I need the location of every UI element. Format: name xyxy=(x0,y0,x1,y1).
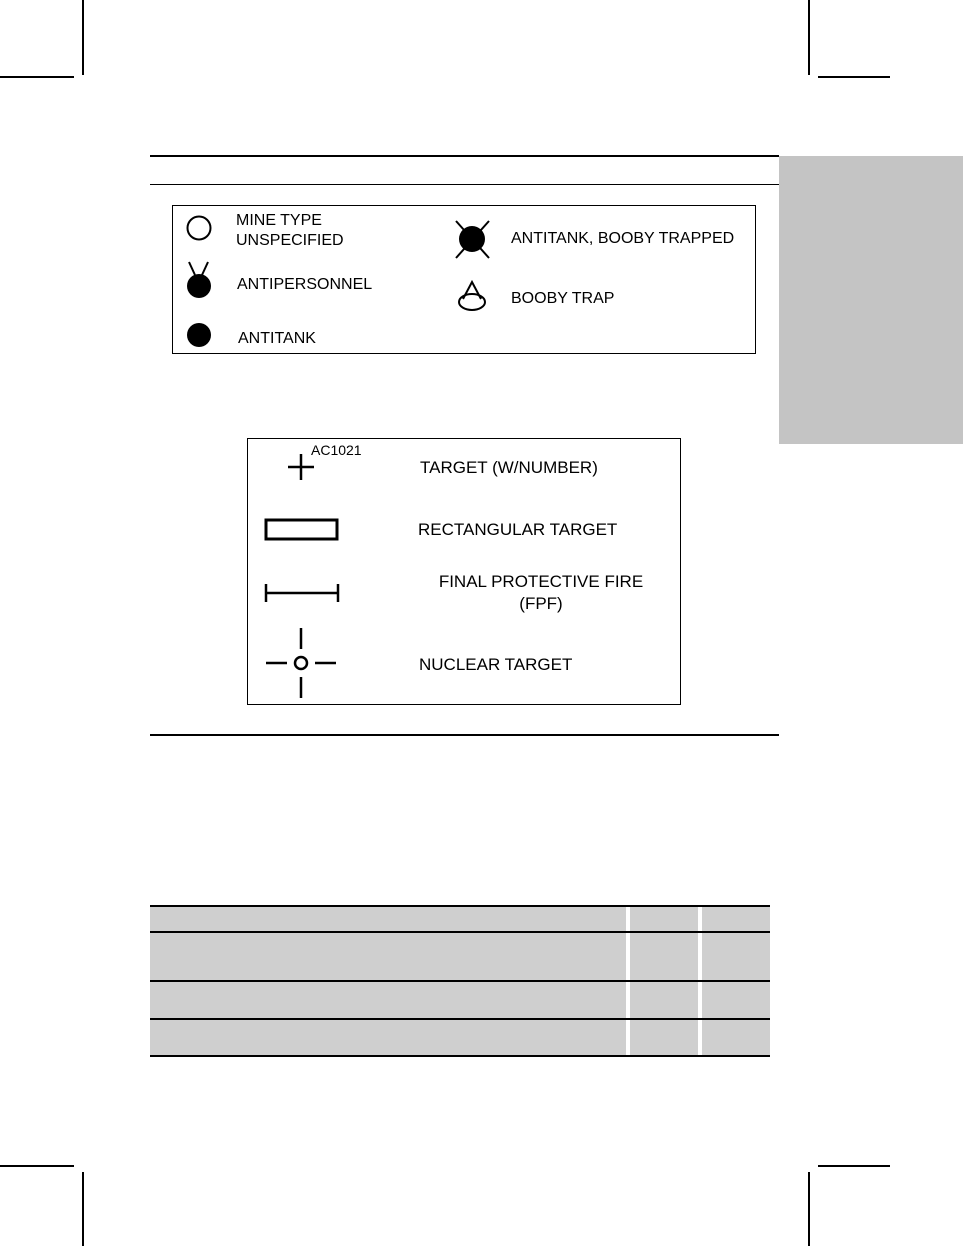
table-cell xyxy=(630,1020,698,1055)
table-cell xyxy=(150,1020,626,1055)
antipersonnel-label: ANTIPERSONNEL xyxy=(237,276,373,293)
top-rule xyxy=(150,155,779,157)
table-cell xyxy=(630,933,698,980)
crop-mark-bottom-right-horizontal xyxy=(818,1165,890,1167)
mine-unspecified-label-line1: MINE TYPE xyxy=(236,212,322,229)
fpf-label-line1: FINAL PROTECTIVE FIRE xyxy=(438,572,644,591)
fpf-bar-icon xyxy=(266,584,338,602)
crop-mark-top-left-horizontal xyxy=(0,76,74,78)
crop-mark-bottom-left-horizontal xyxy=(0,1165,74,1167)
table-row xyxy=(150,982,770,1018)
summary-table xyxy=(150,905,770,1057)
fpf-label-line2: (FPF) xyxy=(519,594,563,613)
table-cell xyxy=(702,907,770,931)
table-cell xyxy=(630,907,698,931)
antipersonnel-mine-icon xyxy=(187,262,211,298)
table-bottom-rule xyxy=(150,1055,770,1057)
table-row xyxy=(150,1020,770,1055)
table-cell xyxy=(702,982,770,1018)
crop-mark-top-right-vertical xyxy=(808,0,810,75)
crop-mark-top-right-horizontal xyxy=(818,76,890,78)
second-rule xyxy=(150,184,779,185)
mine-unspecified-label-line2: UNSPECIFIED xyxy=(236,232,344,249)
table-cell xyxy=(150,933,626,980)
nuclear-target-label: NUCLEAR TARGET xyxy=(419,655,573,674)
table-row xyxy=(150,933,770,980)
table-header-row xyxy=(150,907,770,931)
target-with-number-label: TARGET (W/NUMBER) xyxy=(420,458,598,477)
rectangular-target-icon xyxy=(266,520,337,539)
table-cell xyxy=(630,982,698,1018)
antitank-booby-trapped-icon xyxy=(456,221,489,258)
filled-circle-icon xyxy=(187,323,211,347)
table-cell xyxy=(150,982,626,1018)
table-cell xyxy=(150,907,626,931)
rectangular-target-label: RECTANGULAR TARGET xyxy=(418,520,618,539)
booby-trap-label: BOOBY TRAP xyxy=(511,290,615,307)
target-number-label: AC1021 xyxy=(311,442,362,458)
crop-mark-bottom-right-vertical xyxy=(808,1172,810,1246)
crop-mark-top-left-vertical xyxy=(82,0,84,75)
table-cell xyxy=(702,1020,770,1055)
booby-trap-icon xyxy=(459,282,485,310)
antitank-booby-trapped-label: ANTITANK, BOOBY TRAPPED xyxy=(511,230,735,247)
empty-circle-icon xyxy=(188,217,211,240)
antitank-label: ANTITANK xyxy=(238,330,316,347)
crop-mark-bottom-left-vertical xyxy=(82,1172,84,1246)
nuclear-target-icon xyxy=(266,628,336,698)
table-cell xyxy=(702,933,770,980)
section-end-rule xyxy=(150,734,779,736)
section-tab xyxy=(779,156,963,444)
